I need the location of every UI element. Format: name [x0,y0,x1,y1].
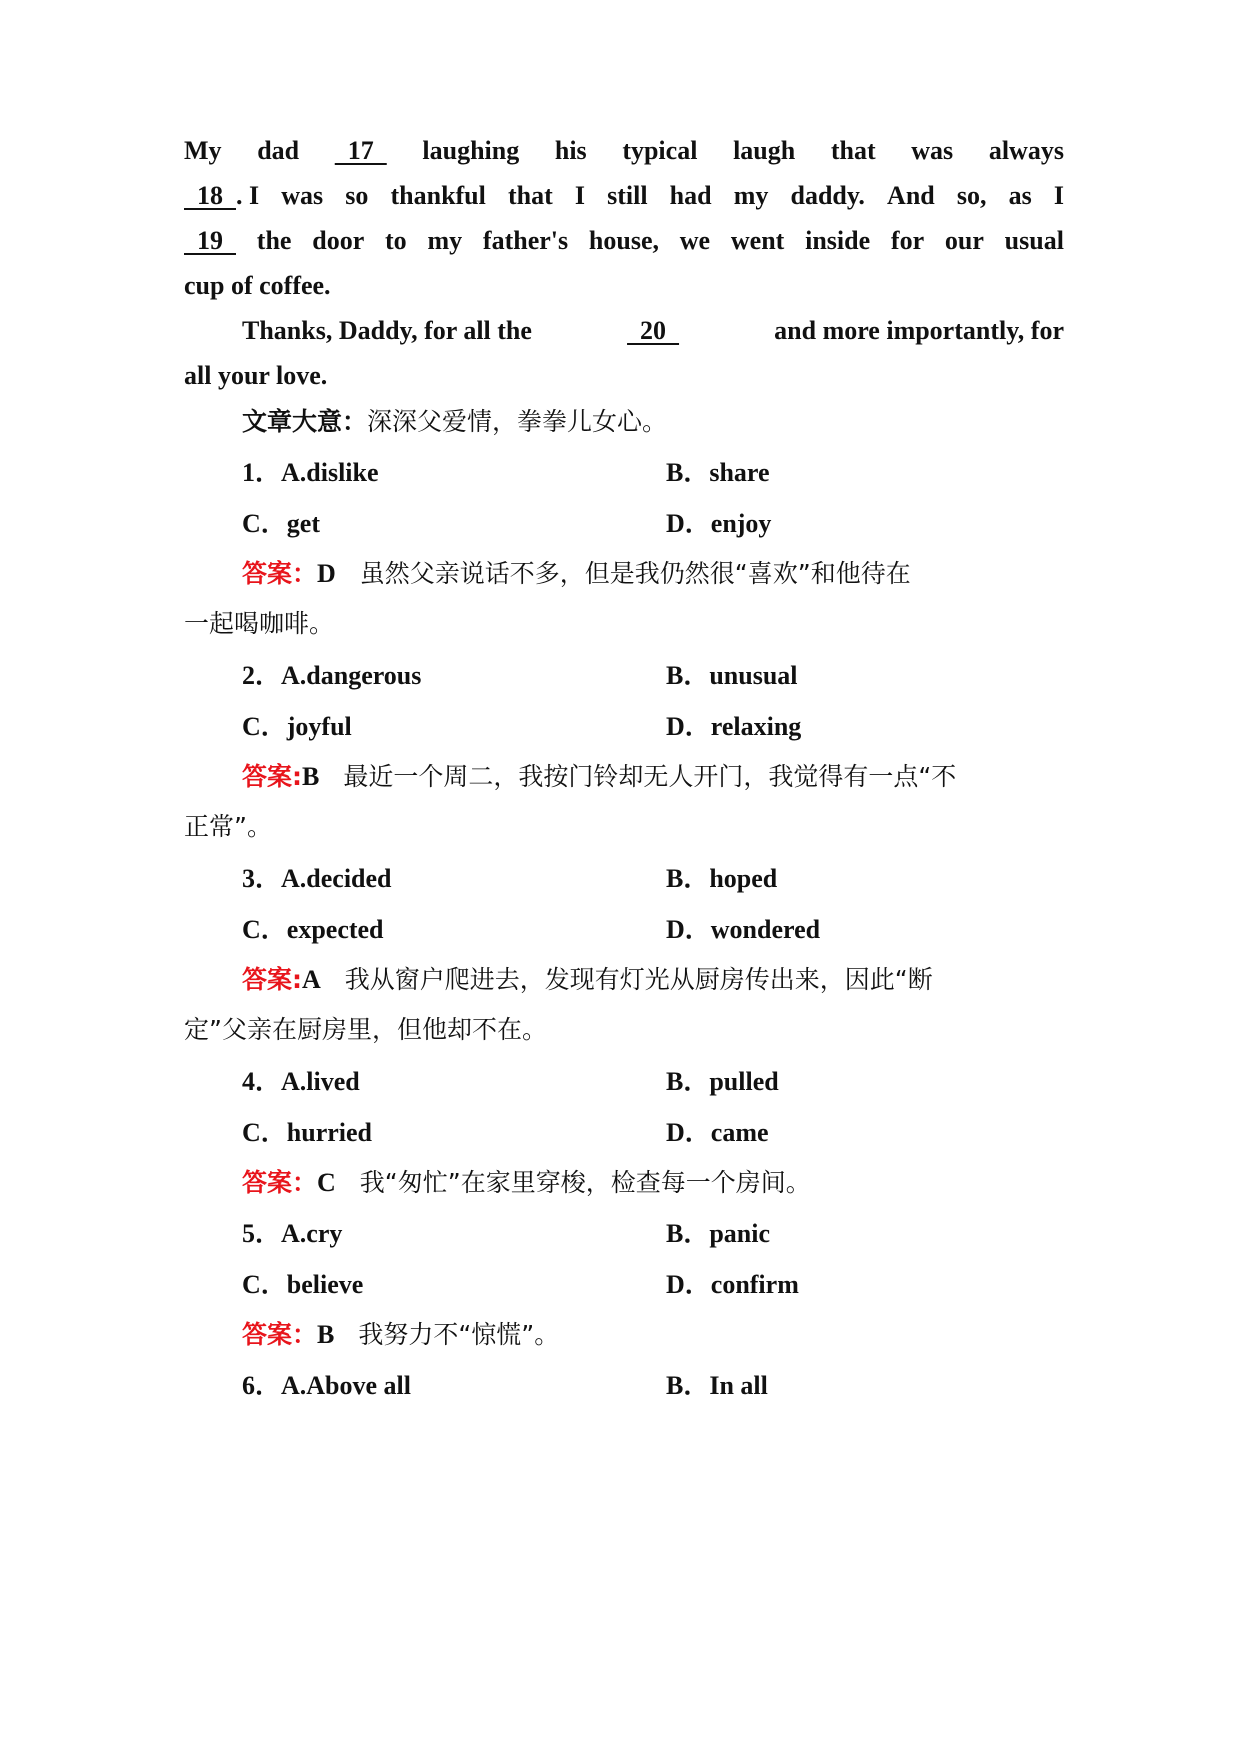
question-2-row-2 [184,707,1064,747]
answer-explanation: 我“匆忙”在家里穿梭，检查每一个房间。 [359,1168,811,1197]
answer-explanation: 我努力不“惊慌”。 [358,1320,560,1349]
answer-explanation-cont: 一起喝咖啡。 [184,609,335,638]
question-3-row-1 [184,859,1064,899]
answer-explanation: 虽然父亲说话不多，但是我仍然很“喜欢”和他待在 [359,559,911,588]
answer-explanation-cont: 正常”。 [184,812,272,841]
summary-label: 文章大意： [242,407,368,436]
option-a: 4．A.lived [242,1067,360,1096]
word: dad [257,136,300,165]
answer-explanation: 最近一个周二，我按门铃却无人开门，我觉得有一点“不 [343,762,957,791]
text-segment: and more importantly, for [774,316,1064,345]
word: laugh [733,136,796,165]
answer-label: 答案： [242,1168,318,1197]
word: my [733,181,769,210]
word: the [256,226,292,255]
question-4-row-1 [184,1062,1064,1102]
answer-label: 答案： [242,559,318,588]
word: was [911,136,954,165]
summary-text: 深深父爱情，拳拳儿女心。 [367,407,668,436]
word: I [574,181,585,210]
word: that [830,136,876,165]
question-1-row-2 [184,504,1064,544]
passage-line-3 [184,221,1064,261]
text-segment: Thanks, Daddy, for all the [242,316,532,345]
word: always [988,136,1064,165]
blank-18: 18 [184,181,236,210]
word: had [669,181,712,210]
answer-letter: D [317,559,336,588]
passage-line-6: all your love. [184,361,328,390]
option-c: C．believe [242,1270,364,1299]
answer-2 [184,757,1122,797]
option-b: B．hoped [666,864,778,893]
answer-3 [184,960,1122,1000]
option-c: C．get [242,509,320,538]
option-d: D．came [666,1118,769,1147]
word: usual [1004,226,1064,255]
question-5-row-2 [184,1265,1064,1305]
blank-18-group [184,176,259,216]
word: for [890,226,925,255]
passage-line-5 [184,311,1064,351]
answer-explanation: 我从窗户爬进去，发现有灯光从厨房传出来，因此“断 [344,965,933,994]
word: so [345,181,369,210]
blank-17: 17 [334,136,387,165]
option-b: B．panic [666,1219,771,1248]
answer-3-continued [184,1010,1064,1050]
option-b: B．unusual [666,661,798,690]
word: we [679,226,711,255]
word: And [887,181,935,210]
option-d: D．wondered [666,915,821,944]
word: was [281,181,324,210]
word: inside [805,226,871,255]
question-6-row-1 [184,1366,1064,1406]
word: My [184,136,222,165]
option-d: D．relaxing [666,712,802,741]
word: still [607,181,648,210]
question-5-row-1 [184,1214,1064,1254]
option-b: B．pulled [666,1067,779,1096]
option-a: 5．A.cry [242,1219,343,1248]
word: daddy. [790,181,865,210]
blank-19: 19 [184,226,236,255]
answer-label: 答案： [242,1320,318,1349]
question-2-row-1 [184,656,1064,696]
question-1-row-1 [184,453,1064,493]
answer-label: 答案: [242,762,302,791]
summary-line [184,402,1122,442]
word: thankful [390,181,486,210]
word: door [312,226,365,255]
word: my [427,226,463,255]
option-c: C．hurried [242,1118,373,1147]
option-c: C．joyful [242,712,352,741]
answer-1 [184,554,1122,594]
passage-line-4: cup of coffee. [184,271,331,300]
passage-line-1 [184,131,1064,171]
answer-4 [184,1163,1122,1203]
answer-2-continued [184,807,1064,847]
answer-letter: B [302,762,320,791]
option-a: 1．A.dislike [242,458,379,487]
word: father's [482,226,569,255]
option-c: C．expected [242,915,384,944]
word: went [730,226,785,255]
passage-line-2 [184,176,1064,216]
answer-1-continued [184,604,1064,644]
option-d: D．enjoy [666,509,772,538]
word: typical [622,136,698,165]
word: his [554,136,587,165]
word: as [1008,181,1032,210]
option-b: B．share [666,458,770,487]
option-a: 3．A.decided [242,864,392,893]
blank-20: 20 [627,316,680,345]
word: our [944,226,984,255]
word: I [1053,181,1064,210]
answer-letter: C [317,1168,336,1197]
answer-letter: B [317,1320,335,1349]
word: so, [956,181,987,210]
word: laughing [422,136,520,165]
word: that [507,181,553,210]
option-b: B．In all [666,1371,768,1400]
answer-explanation-cont: 定”父亲在厨房里，但他却不在。 [184,1015,547,1044]
question-3-row-2 [184,910,1064,950]
word: . I [236,181,260,210]
option-a: 2．A.dangerous [242,661,422,690]
answer-letter: A [302,965,321,994]
word: to [385,226,407,255]
question-4-row-2 [184,1113,1064,1153]
word: house, [588,226,659,255]
answer-5 [184,1315,1122,1355]
option-a: 6．A.Above all [242,1371,412,1400]
answer-label: 答案: [242,965,302,994]
option-d: D．confirm [666,1270,799,1299]
